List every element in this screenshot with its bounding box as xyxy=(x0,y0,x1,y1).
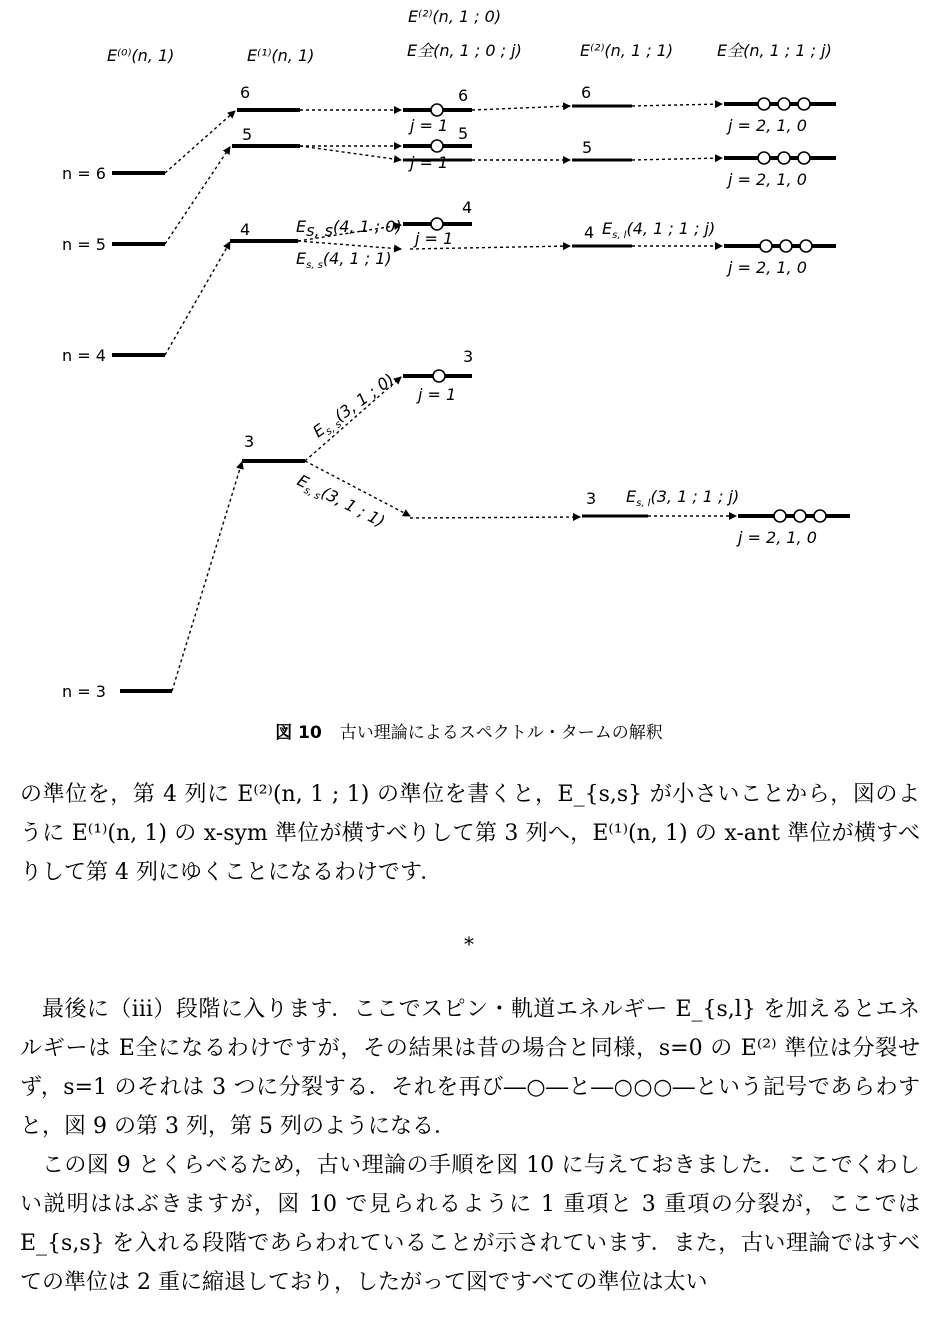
esl-label-3: $E_{s, l}(3$, 1 ; 1 ; j) xyxy=(626,487,740,509)
col-header-e2-1: E⁽²⁾(n, 1 ; 1) xyxy=(580,41,674,60)
level-num-3: 3 xyxy=(244,432,255,451)
col4-num-6: 6 xyxy=(581,83,592,102)
singlet-circle-n3 xyxy=(433,370,445,382)
triplet-circle-n4-a xyxy=(760,240,772,252)
j210-label-n5: j = 2, 1, 0 xyxy=(728,170,807,189)
esl-label-4: $E_{s, l}(4$, 1 ; 1 ; j) xyxy=(602,219,716,241)
n5-label: n = 5 xyxy=(62,235,106,254)
arrow-e0-e1-n5 xyxy=(165,147,230,244)
col-header-e0: E⁽⁰⁾(n, 1) xyxy=(107,46,175,65)
singlet-num-3: 3 xyxy=(463,347,474,366)
col-header-etotal-1: E全(n, 1 ; 1 ; j) xyxy=(717,41,832,60)
j1-label-n3: j = 1 xyxy=(418,385,457,404)
triplet-circle-n3-c xyxy=(814,510,826,522)
triplet-circle-n5-c xyxy=(798,152,810,164)
j1-label-n4: j = 1 xyxy=(415,229,454,248)
level-num-6: 6 xyxy=(240,83,251,102)
j1-label-n5: j = 1 xyxy=(410,153,449,172)
section-separator: * xyxy=(464,932,474,956)
ess-label-410: Es, s(4, 1 ; 0) xyxy=(296,217,402,240)
col4-num-3: 3 xyxy=(586,489,597,508)
triplet-circle-n6-a xyxy=(758,98,770,110)
triplet-circle-n6-c xyxy=(798,98,810,110)
col-header-etotal-0: E全(n, 1 ; 0 ; j) xyxy=(407,41,522,60)
singlet-num-4: 4 xyxy=(462,198,473,217)
arrow-col3-col4-n6 xyxy=(472,106,570,110)
arrow-col3-col4-n3 xyxy=(410,517,580,518)
paragraph-2: 最後に（iii）段階に入ります．ここでスピン・軌道エネルギー E_{s,l} を加えるとエネルギーは E全になるわけですが，その結果は昔の場合と同様，s=0 の E⁽²⁾ 準位は分裂せず，s=1 のそれは 3 つに分裂する．それを再び―○―と―○○○―という記号であらわすと，図 9 の第 3 列，第 5 列のようになる． xyxy=(20,997,920,1139)
arrow-col4-col5-n6 xyxy=(632,104,722,106)
caption-number: 図 10 xyxy=(275,723,322,743)
singlet-circle-n6 xyxy=(431,104,443,116)
body-text-2 xyxy=(20,990,920,1302)
ess-label-311: $E_{s, s}(3$, 1 ; 1) xyxy=(294,470,389,531)
triplet-circle-n6-b xyxy=(778,98,790,110)
arrow-e0-e1-n4 xyxy=(165,242,230,355)
n6-label: n = 6 xyxy=(62,164,106,183)
triplet-circle-n4-b xyxy=(780,240,792,252)
singlet-num-5: 5 xyxy=(458,124,469,143)
caption-title: 古い理論によるスペクトル・タームの解釈 xyxy=(339,723,663,743)
triplet-circle-n5-b xyxy=(778,152,790,164)
col-header-e1: E⁽¹⁾(n, 1) xyxy=(247,46,315,65)
singlet-num-6: 6 xyxy=(458,86,469,105)
triplet-circle-n3-b xyxy=(794,510,806,522)
col4-num-5: 5 xyxy=(582,138,593,157)
figure-caption xyxy=(0,718,938,743)
ess-label-310: $E_{s, s}(3$, 1 ; 0) xyxy=(309,369,398,442)
level-num-5: 5 xyxy=(242,125,253,144)
paragraph-3: この図 9 とくらべるため，古い理論の手順を図 10 に与えておきました．ここでくわしい説明ははぶきますが，図 10 で見られるように 1 重項と 3 重項の分裂が，ここでは E_{s,s} を入れる段階であらわれていることが示されています．また，古い理論ではすべての準位は 2 重に縮退しており，したがって図ですべての準位は太い xyxy=(20,1153,920,1295)
level-num-4: 4 xyxy=(240,220,251,239)
singlet-circle-n5 xyxy=(431,140,443,152)
n4-label: n = 4 xyxy=(62,346,106,365)
triplet-circle-n4-c xyxy=(800,240,812,252)
triplet-circle-n3-a xyxy=(774,510,786,522)
j210-label-n6: j = 2, 1, 0 xyxy=(728,116,807,135)
col-header-e2-0: E⁽²⁾(n, 1 ; 0) xyxy=(408,7,502,26)
arrow-e1-triplet-n4 xyxy=(298,241,401,249)
n3-label: n = 3 xyxy=(62,682,106,701)
col4-num-4: 4 xyxy=(584,223,595,242)
arrow-col4-col5-n5 xyxy=(632,158,722,160)
arrow-e0-e1-n6 xyxy=(165,111,235,173)
arrow-e0-e1-n3 xyxy=(172,462,242,691)
ess-label-411: $E_{s, s}(4$, 1 ; 1) xyxy=(296,249,392,271)
triplet-circle-n5-a xyxy=(758,152,770,164)
j210-label-n3: j = 2, 1, 0 xyxy=(738,528,817,547)
j1-label-n6: j = 1 xyxy=(410,116,449,135)
j210-label-n4: j = 2, 1, 0 xyxy=(728,258,807,277)
arrow-e1-triplet-n5 xyxy=(300,146,401,160)
paragraph-1: の準位を，第 4 列に E⁽²⁾(n, 1 ; 1) の準位を書くと，E_{s,s} が小さいことから，図のように E⁽¹⁾(n, 1) の x-sym 準位が横すべりして第 3 列へ，E⁽¹⁾(n, 1) の x-ant 準位が横すべりして第 4 列にゆくことになるわけです． xyxy=(20,782,920,885)
body-text-1 xyxy=(20,775,920,892)
